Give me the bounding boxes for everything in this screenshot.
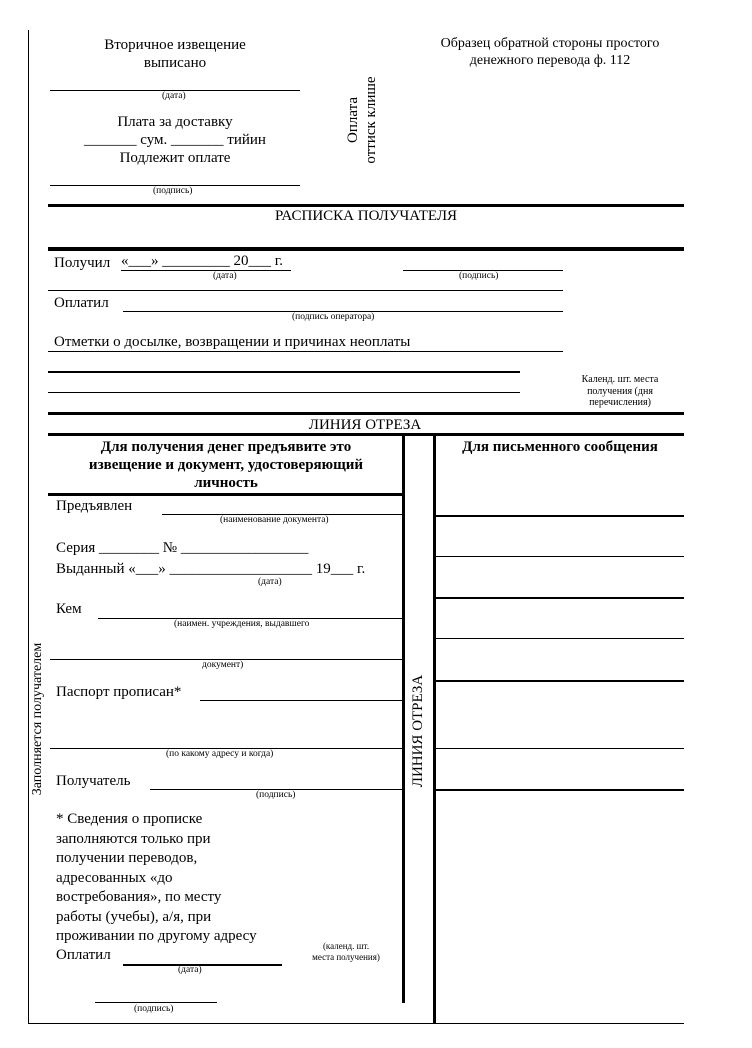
frame-left-border (28, 30, 29, 1024)
issued-field: Выданный «___» ___________________ 19___ г. (56, 561, 366, 577)
sample-title: Образец обратной стороны простого денежного перевода ф. 112 (440, 36, 660, 68)
marks-line-3 (48, 392, 520, 393)
recipient-label: Получатель (56, 773, 131, 789)
left-calendar-note: (календ. шт. места получения) (312, 941, 380, 962)
date-caption: (дата) (162, 91, 186, 101)
signature-caption: (подпись) (153, 186, 193, 196)
issued-date-caption: (дата) (258, 577, 282, 587)
received-date: «___» _________ 20___ г. (121, 253, 283, 269)
left-panel-right-border (402, 433, 405, 1003)
presented-label: Предъявлен (56, 498, 133, 514)
left-panel-heading: Для получения денег предъявите это извещение и документ, удостоверяющий личность (88, 439, 364, 491)
receipt-date-line (121, 270, 291, 271)
bottom-paid-line (123, 964, 282, 966)
passport-label: Паспорт прописан* (56, 684, 182, 700)
bottom-paid-label: Оплатил (56, 947, 111, 963)
filled-by-recipient-label: Заполняется получателем (30, 642, 45, 796)
marks-line-1 (48, 351, 563, 352)
message-line-5 (436, 680, 684, 682)
lower-section-top-line (48, 433, 684, 436)
vertical-cut-line-label: ЛИНИЯ ОТРЕЗА (410, 674, 426, 788)
receipt-separator (48, 290, 563, 291)
paid-label: Оплатил (54, 295, 109, 311)
bottom-signature-caption: (подпись) (134, 1004, 174, 1014)
right-panel-heading: Для письменного сообщения (462, 439, 658, 455)
received-label: Получил (54, 255, 111, 271)
address-caption: (по какому адресу и когда) (166, 749, 274, 759)
receipt-signature-caption: (подпись) (459, 271, 499, 281)
message-line-4 (436, 638, 684, 639)
receipt-end-line (48, 412, 684, 415)
cut-line-label: ЛИНИЯ ОТРЕЗА (308, 417, 422, 433)
marks-line-2 (48, 371, 520, 373)
receipt-title: РАСПИСКА ПОЛУЧАТЕЛЯ (274, 208, 458, 224)
message-line-1 (436, 515, 684, 517)
secondary-notice-title: Вторичное извещение выписано (104, 37, 246, 71)
stamp-label: Оплата оттиск клише (345, 76, 379, 164)
passport-line (200, 700, 403, 701)
document-caption: документ) (202, 660, 244, 670)
marks-label: Отметки о досылке, возвращении и причинах неоплаты (54, 334, 411, 350)
message-line-3 (436, 597, 684, 599)
frame-bottom-border (28, 1023, 684, 1024)
operator-caption: (подпись оператора) (292, 312, 375, 322)
receipt-date-caption: (дата) (213, 271, 237, 281)
by-whom-label: Кем (56, 601, 82, 617)
series-number-field: Серия ________ № _________________ (56, 540, 309, 556)
bottom-paid-date-caption: (дата) (178, 965, 202, 975)
delivery-fee-block: Плата за доставку _______ сум. _______ тийин Подлежит оплате (84, 114, 266, 166)
message-line-7 (436, 789, 684, 791)
institution-caption: (наимен. учреждения, выдавшего (174, 619, 310, 629)
receipt-bottom-line (48, 247, 684, 251)
message-line-6 (436, 748, 684, 749)
document-name-caption: (наименование документа) (220, 515, 329, 525)
registration-note: * Сведения о прописке заполняются только при получении переводов, адресованных «до востребования», по месту работы (учебы), а/я, при проживании по другому адресу (56, 811, 257, 944)
left-heading-underline (48, 493, 403, 496)
calendar-stamp-note: Календ. шт. места получения (дня перечисления) (581, 374, 659, 408)
bottom-signature-line (95, 1002, 217, 1003)
recipient-signature-caption: (подпись) (256, 790, 296, 800)
right-panel-left-border (433, 433, 436, 1023)
message-line-2 (436, 556, 684, 557)
